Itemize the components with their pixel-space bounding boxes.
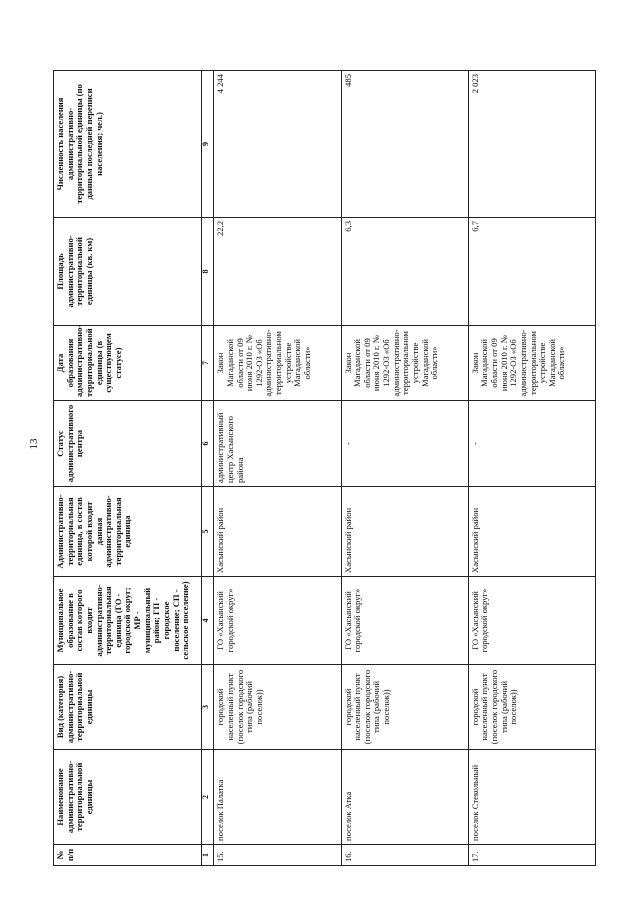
column-number: 6	[202, 401, 214, 487]
header-name: Наименование административно-территориальной единицы	[54, 750, 202, 845]
unit-population: 4 244	[214, 71, 341, 218]
unit-date-established: Закон Магаданской области от 09 июня 2010 г. № 1292-ОЗ «Об административно-территориальном устройстве Магаданской области»	[468, 326, 595, 401]
page-number: 13	[28, 438, 40, 450]
table-header-row	[54, 71, 202, 866]
unit-name: поселок Палатка	[214, 750, 341, 845]
unit-population: 485	[341, 71, 468, 218]
row-number: 16.	[341, 845, 468, 866]
column-number: 7	[202, 326, 214, 401]
header-area: Площадь административно-территориальной единицы (кв. км)	[54, 218, 202, 326]
unit-category: городской населенный пункт (поселок городского типа (рабочий поселок))	[214, 665, 341, 750]
unit-area: 6,3	[341, 218, 468, 326]
row-number: 15.	[214, 845, 341, 866]
unit-parent: Хасынский район	[468, 487, 595, 577]
header-category: Вид (категория) административно-территориальной единицы	[54, 665, 202, 750]
column-number: 4	[202, 577, 214, 665]
column-number: 8	[202, 218, 214, 326]
column-number: 9	[202, 71, 214, 218]
column-number: 3	[202, 665, 214, 750]
column-number: 5	[202, 487, 214, 577]
header-parent-unit: Административно-территориальная единица, в состав которой входит данная административно-территориальная единица	[54, 487, 202, 577]
header-population: Численность населения административно-территориальной единицы (по данным последней переписи населения; чел.)	[54, 71, 202, 218]
unit-date-established: Закон Магаданской области от 09 июня 2010 г. № 1292-ОЗ «Об административно-территориальном устройстве Магаданской области»	[214, 326, 341, 401]
unit-municipality: ГО «Хасынский городской округ»	[341, 577, 468, 665]
row-number: 17.	[468, 845, 595, 866]
table-row	[214, 71, 341, 866]
unit-category: городской населенный пункт (поселок городского типа (рабочий поселок))	[341, 665, 468, 750]
table-row	[468, 71, 595, 866]
header-date-established: Дата образования административно-территориальной единицы (в существующем статусе)	[54, 326, 202, 401]
unit-area: 22,2	[214, 218, 341, 326]
unit-area: 6,7	[468, 218, 595, 326]
unit-name: поселок Атка	[341, 750, 468, 845]
rotated-table-container	[53, 71, 596, 866]
column-number: 2	[202, 750, 214, 845]
unit-name: поселок Стекольный	[468, 750, 595, 845]
header-municipality: Муниципальное образование в состав которого входит административно-территориальная единица (ГО - городской округ; МР - муниципальный район; ГП - городское поселение; СП - сельское поселение)	[54, 577, 202, 665]
table-row	[341, 71, 468, 866]
unit-category: городской населенный пункт (поселок городского типа (рабочий поселок))	[468, 665, 595, 750]
admin-units-table	[53, 70, 596, 866]
unit-admin-status: -	[468, 401, 595, 487]
unit-municipality: ГО «Хасынский городской округ»	[468, 577, 595, 665]
unit-municipality: ГО «Хасынский городской округ»	[214, 577, 341, 665]
unit-parent: Хасынский район	[214, 487, 341, 577]
unit-date-established: Закон Магаданской области от 09 июня 2010 г. № 1292-ОЗ «Об административно-территориальном устройстве Магаданской области»	[341, 326, 468, 401]
unit-population: 2 023	[468, 71, 595, 218]
header-admin-status: Статус административного центра	[54, 401, 202, 487]
unit-parent: Хасынский район	[341, 487, 468, 577]
unit-admin-status: административный центр Хасынского района	[214, 401, 341, 487]
unit-admin-status: -	[341, 401, 468, 487]
column-number-row	[202, 71, 214, 866]
header-number: № п/п	[54, 845, 202, 866]
column-number: 1	[202, 845, 214, 866]
